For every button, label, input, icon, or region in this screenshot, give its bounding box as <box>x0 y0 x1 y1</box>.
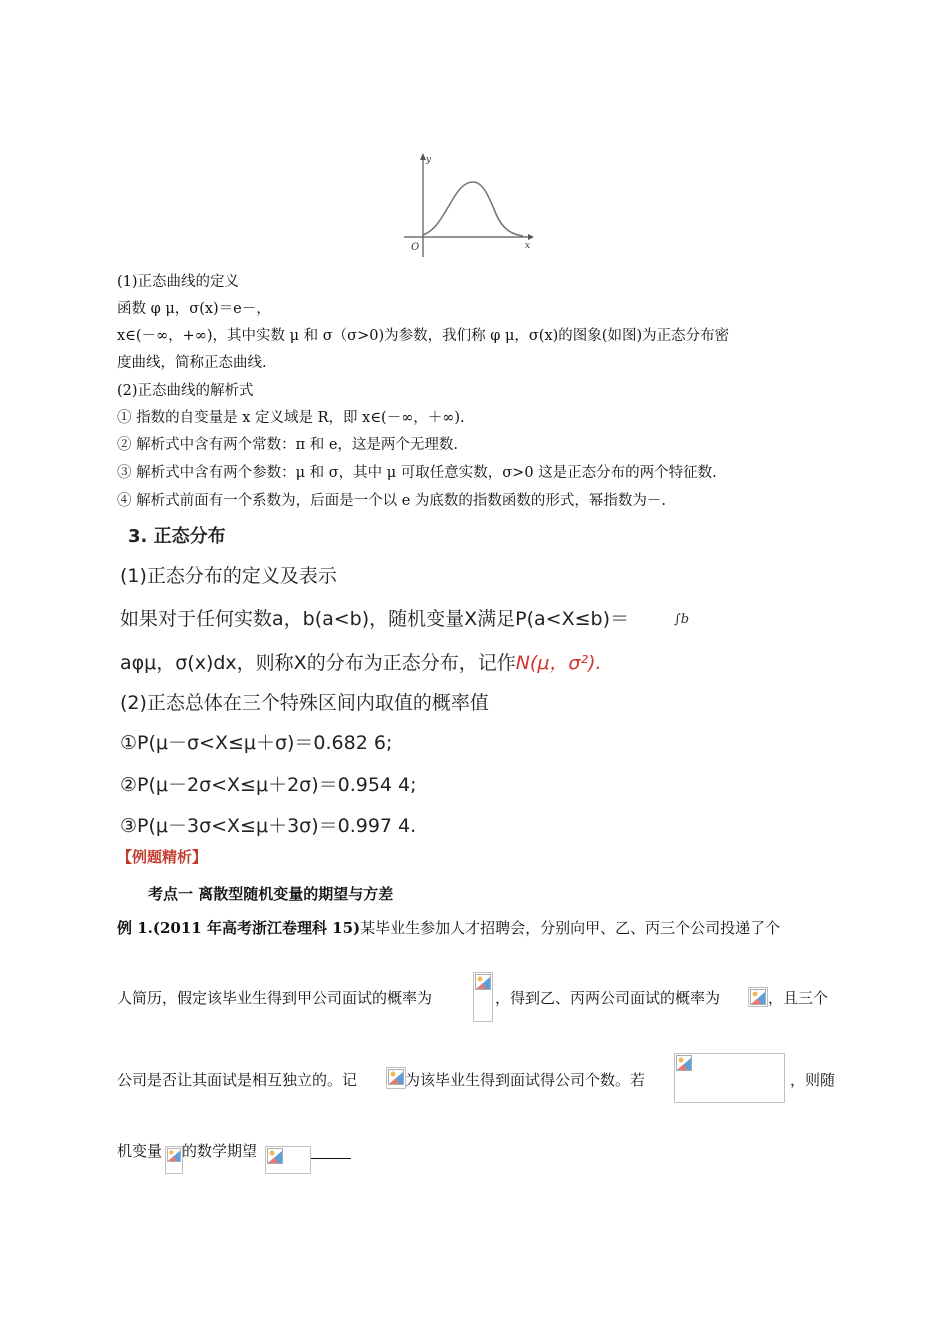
x-axis-label: x <box>525 241 531 251</box>
probability-line: ②P(μ－2σ<X≤μ＋2σ)＝0.954 4; <box>120 774 417 796</box>
example-text: ，且三个 <box>768 989 829 1007</box>
example-text: 的数学期望 <box>182 1142 258 1160</box>
broken-image-icon <box>388 1069 404 1085</box>
formula-image <box>748 987 768 1007</box>
broken-image-icon <box>167 1148 181 1162</box>
text-line: ③ 解析式中含有两个参数：μ 和 σ，其中 μ 可取任意实数，σ>0 这是正态分布的两个特征数. <box>117 465 717 481</box>
topic-title: 考点一 离散型随机变量的期望与方差 <box>148 885 394 903</box>
broken-image-icon <box>676 1055 692 1071</box>
example-label: 例 1.(2011 年高考浙江卷理科 15) <box>117 919 361 937</box>
broken-image-icon <box>475 974 491 990</box>
text-line: x∈(－∞，+∞)，其中实数 μ 和 σ（σ>0)为参数，我们称 φ μ，σ(x)的图象(如图)为正态分布密 <box>117 328 730 344</box>
example-line-1 <box>117 917 780 938</box>
broken-image-icon <box>750 989 766 1005</box>
text-line: (1)正态曲线的定义 <box>117 274 240 290</box>
broken-image-icon <box>267 1148 283 1164</box>
example-line-2 <box>117 987 432 1008</box>
example-text: 公司是否让其面试是相互独立的。记 <box>117 1071 358 1089</box>
formula-image <box>473 972 493 1022</box>
example-text: 机变量 <box>117 1142 163 1160</box>
formula-image <box>265 1146 311 1174</box>
subheading: (2)正态总体在三个特殊区间内取值的概率值 <box>120 692 489 714</box>
text-line: ② 解析式中含有两个常数：π 和 e，这是两个无理数. <box>117 437 459 453</box>
answer-blank <box>311 1158 351 1159</box>
x-axis-arrow <box>528 234 534 240</box>
text-line: ④ 解析式前面有一个系数为，后面是一个以 e 为底数的指数函数的形式，幂指数为－. <box>117 493 667 509</box>
text-line: (2)正态曲线的解析式 <box>117 383 254 399</box>
normal-curve <box>423 182 523 236</box>
origin-label: O <box>411 242 420 253</box>
example-text: 为该毕业生得到面试得公司个数。若 <box>405 1071 646 1089</box>
section-heading: 3. 正态分布 <box>128 526 226 547</box>
normal-curve-figure <box>398 152 534 260</box>
definition-text: aφμ，σ(x)dx，则称X的分布为正态分布，记作 <box>120 652 516 674</box>
notation: N(μ，σ²). <box>515 652 602 674</box>
example-text: 某毕业生参加人才招聘会，分别向甲、乙、丙三个公司投递了个 <box>360 919 781 937</box>
y-axis-label: y <box>426 155 432 165</box>
definition-line-1: 如果对于任何实数a，b(a<b)，随机变量X满足P(a<X≤b)＝ <box>120 608 630 630</box>
formula-image <box>165 1146 183 1174</box>
probability-line: ③P(μ－3σ<X≤μ＋3σ)＝0.997 4. <box>120 815 417 837</box>
formula-image <box>386 1067 406 1089</box>
definition-line-2 <box>120 648 602 675</box>
text-line: ① 指数的自变量是 x 定义域是 R，即 x∈(－∞，＋∞). <box>117 410 465 426</box>
probability-line: ①P(μ－σ<X≤μ＋σ)＝0.682 6; <box>120 732 393 754</box>
example-text: ，得到乙、丙两公司面试的概率为 <box>495 989 721 1007</box>
examples-heading: 【例题精析】 <box>117 848 208 866</box>
example-text: ，则随 <box>790 1071 836 1089</box>
text-line: 度曲线，简称正态曲线. <box>117 355 267 371</box>
formula-image <box>674 1053 785 1103</box>
text-line: 函数 φ μ，σ(x)＝e－， <box>117 301 271 317</box>
example-text: 人简历，假定该毕业生得到甲公司面试的概率为 <box>117 989 433 1007</box>
integral-symbol: ∫b <box>674 612 690 627</box>
subheading: (1)正态分布的定义及表示 <box>120 565 337 587</box>
